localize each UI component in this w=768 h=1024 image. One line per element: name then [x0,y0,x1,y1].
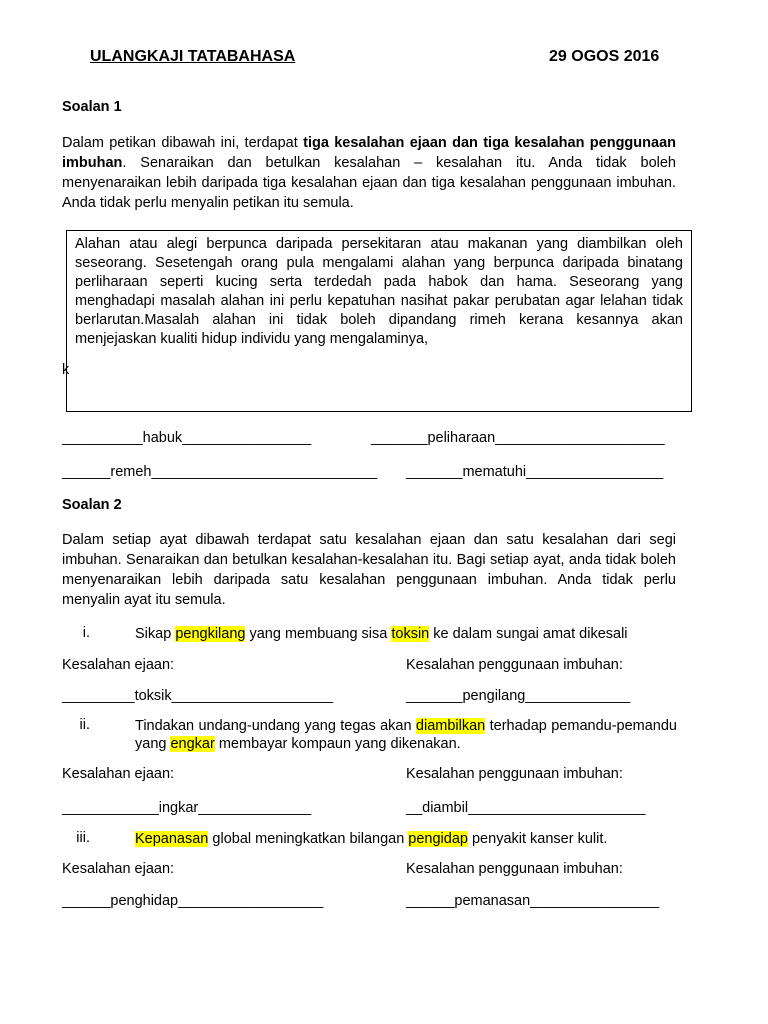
stray-character: k [62,362,70,378]
item-i-answer-imbuhan: _______pengilang_____________ [406,688,631,704]
item-i-answer-ejaan: _________toksik____________________ [62,688,333,704]
answer-peliharaan: _______peliharaan_____________________ [371,430,665,446]
item-ii-answer-ejaan: ____________ingkar______________ [62,800,312,816]
highlight-word: pengkilang [175,626,246,642]
item-iii-answer-ejaan: ______penghidap__________________ [62,893,324,909]
label-imbuhan: Kesalahan penggunaan imbuhan: [406,861,623,877]
item-ii-answer-imbuhan: __diambil______________________ [406,800,646,816]
item-i-sentence: Sikap pengkilang yang membuang sisa toksin ke dalam sungai amat dikesali [135,626,628,642]
answer-habuk: __________habuk________________ [62,430,312,446]
soalan2-heading: Soalan 2 [62,497,122,513]
item-i-number: i. [82,625,90,641]
item-iii-answer-imbuhan: ______pemanasan________________ [406,893,660,909]
passage-text: Alahan atau alegi berpunca daripada persekitaran atau makanan yang diambilkan oleh seseorang. Sesetengah orang pula mengalami alahan yang berpunca daripada binatang perliharaan seperti kucing serta terdedah pada habok dan hama. Seseorang yang menghadapi masalah alahan ini perlu kepatuhan nasihat pakar perubatan agar lelahan tidak berlarutan.Masalah alahan ini tidak boleh dipandang rimeh kerana kesannya akan menjejaskan kualiti hidup individu yang mengalaminya, [75,236,683,347]
highlight-word: Kepanasan [135,831,209,847]
item-ii-sentence: Tindakan undang-undang yang tegas akan diambilkan terhadap pemandu-pemandu yang engkar membayar kompaun yang dikenakan. [135,718,677,752]
soalan1-instructions: Dalam petikan dibawah ini, terdapat tiga kesalahan ejaan dan tiga kesalahan penggunaan imbuhan. Senaraikan dan betulkan kesalahan – kesalahan itu. Anda tidak boleh menyenaraikan lebih daripada tiga kesalahan ejaan dan tiga kesalahan penggunaan imbuhan. Anda tidak perlu menyalin petikan itu semula. [62,135,676,211]
item-iii-number: iii. [76,830,90,846]
label-ejaan: Kesalahan ejaan: [62,861,175,877]
item-ii-number: ii. [79,717,90,733]
highlight-word: toksin [391,626,430,642]
worksheet-title: ULANGKAJI TATABAHASA [90,48,296,65]
label-imbuhan: Kesalahan penggunaan imbuhan: [406,766,623,782]
label-ejaan: Kesalahan ejaan: [62,766,175,782]
highlight-word: engkar [170,736,215,752]
answer-mematuhi: _______mematuhi_________________ [406,464,664,480]
label-imbuhan: Kesalahan penggunaan imbuhan: [406,657,623,673]
highlight-word: diambilkan [415,718,486,734]
passage-box [66,230,692,412]
soalan2-instructions: Dalam setiap ayat dibawah terdapat satu kesalahan ejaan dan satu kesalahan dari segi imbuhan. Senaraikan dan betulkan kesalahan-kesalahan itu. Bagi setiap ayat, anda tidak boleh menyenaraikan lebih daripada satu kesalahan penggunaan imbuhan. Anda tidak perlu menyalin ayat itu semula. [62,532,676,608]
item-iii-sentence: Kepanasan global meningkatkan bilangan pengidap penyakit kanser kulit. [135,831,608,847]
highlight-word: pengidap [408,831,468,847]
answer-remeh: ______remeh____________________________ [62,464,378,480]
label-ejaan: Kesalahan ejaan: [62,657,175,673]
worksheet-date: 29 OGOS 2016 [549,48,660,65]
soalan1-heading: Soalan 1 [62,99,122,115]
